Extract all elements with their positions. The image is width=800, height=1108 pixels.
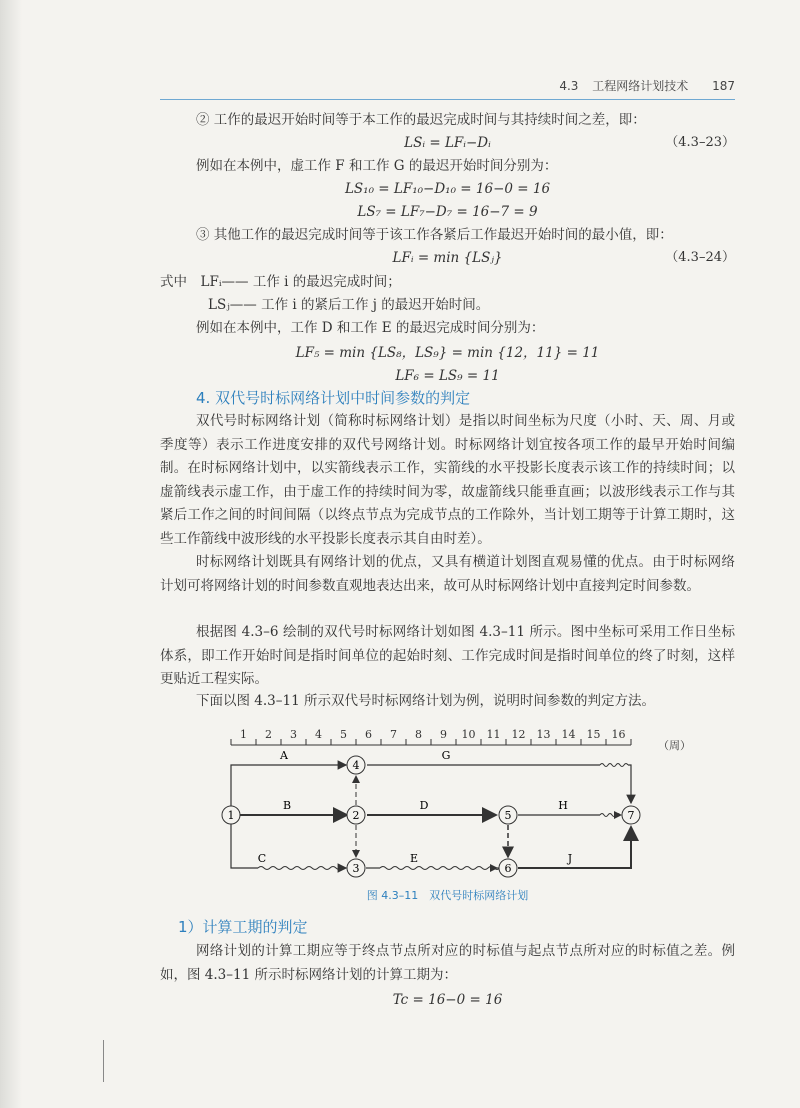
where-line: 式中 LFᵢ—— 工作 i 的最迟完成时间； <box>160 274 401 290</box>
header-section: 4.3 <box>559 79 579 93</box>
wavy-line <box>600 764 628 767</box>
activity-label: C <box>257 852 267 865</box>
formula: LF₅ = min {LS₈，LS₉} = min {12，11} = 11 <box>295 345 600 361</box>
svg-text:6: 6 <box>504 862 512 875</box>
paragraph: 网络计划的计算工期应等于终点节点所对应的时标值与起点节点所对应的时标值之差。例如，图 4.3–11 所示时标网络计划的计算工期为： <box>160 943 735 983</box>
activity-label: B <box>282 799 292 812</box>
paragraph: 时标网络计划既具有网络计划的优点，又具有横道计划图直观易懂的优点。由于时标网络计划可将网络计划的时间参数直观地表达出来，故可从时标网络计划中直接判定时间参数。 <box>160 554 735 594</box>
svg-text:2: 2 <box>352 809 360 822</box>
equation-number: （4.3–23） <box>665 135 735 150</box>
axis-tick-label: 15 <box>586 728 601 741</box>
axis-tick-label: 12 <box>511 728 526 741</box>
text-line: 例如在本例中，工作 D 和工作 E 的最迟完成时间分别为： <box>196 320 545 336</box>
svg-text:3: 3 <box>352 862 360 875</box>
wavy-line <box>380 867 500 870</box>
formula: LS₇ = LF₇−D₇ = 16−7 = 9 <box>357 204 538 220</box>
formula: LS₁₀ = LF₁₀−D₁₀ = 16−0 = 16 <box>344 181 551 197</box>
activity-label: E <box>409 852 419 865</box>
section-heading: 4. 双代号时标网络计划中时间参数的判定 <box>196 389 471 407</box>
formula: LF₆ = LS₉ = 11 <box>395 368 500 384</box>
axis-tick-label: 8 <box>415 728 422 741</box>
subheading: 1）计算工期的判定 <box>178 918 308 936</box>
activity-label: G <box>441 749 451 762</box>
paragraph: 下面以图 4.3–11 所示双代号时标网络计划为例，说明时间参数的判定方法。 <box>196 693 655 709</box>
equation-number: （4.3–24） <box>665 250 735 265</box>
text-line: ③ 其他工作的最迟完成时间等于该工作各紧后工作最迟开始时间的最小值，即： <box>196 227 673 243</box>
activity-label: D <box>419 799 429 812</box>
axis-tick-label: 3 <box>290 728 297 741</box>
axis-tick-label: 7 <box>390 728 397 741</box>
axis-tick-label: 2 <box>265 728 272 741</box>
formula: LSᵢ = LFᵢ−Dᵢ <box>404 135 491 151</box>
svg-text:5: 5 <box>504 809 512 822</box>
wavy-line <box>258 867 342 870</box>
activity-label: H <box>558 799 568 812</box>
formula: Tc = 16−0 = 16 <box>392 992 503 1008</box>
axis-tick-label: 5 <box>340 728 347 741</box>
axis-tick-label: 16 <box>611 728 626 741</box>
network-node <box>499 859 517 877</box>
activity-arrow <box>628 765 631 803</box>
paragraph: 根据图 4.3–6 绘制的双代号时标网络计划如图 4.3–11 所示。图中坐标可采用工作日坐标体系，即工作开始时间是指时间单位的起始时刻、工作完成时间是指时间单位的终了时刻，这样更贴近工程实际。 <box>160 624 735 687</box>
network-node <box>347 859 365 877</box>
text-line: ② 工作的最迟开始时间等于本工作的最迟完成时间与其持续时间之差，即： <box>196 112 646 128</box>
network-node <box>222 806 240 824</box>
page-number: 187 <box>712 79 735 93</box>
svg-text:7: 7 <box>627 809 635 822</box>
network-node <box>347 806 365 824</box>
where-line: LSⱼ—— 工作 i 的紧后工作 j 的最迟开始时间。 <box>208 297 490 313</box>
activity-arrow <box>518 827 631 868</box>
axis-tick-label: 10 <box>461 728 476 741</box>
axis-unit-label: （周） <box>658 739 691 752</box>
axis-tick-label: 1 <box>240 728 247 741</box>
svg-text:1: 1 <box>227 809 235 822</box>
figure-caption: 图 4.3–11 双代号时标网络计划 <box>366 889 529 902</box>
formula: LFᵢ = min {LSⱼ} <box>392 250 503 266</box>
svg-text:4: 4 <box>352 759 360 772</box>
activity-arrow <box>231 824 258 868</box>
activity-label: J <box>567 852 573 865</box>
text-line: 例如在本例中，虚工作 F 和工作 G 的最迟开始时间分别为： <box>196 158 558 174</box>
network-node <box>499 806 517 824</box>
axis-tick-label: 4 <box>315 728 322 741</box>
axis-tick-label: 14 <box>561 728 576 741</box>
axis-tick-label: 11 <box>486 728 501 741</box>
activity-label: A <box>280 749 288 762</box>
wavy-line <box>600 814 620 817</box>
network-node <box>622 806 640 824</box>
axis-tick-label: 13 <box>536 728 551 741</box>
header-title: 工程网络计划技术 <box>592 79 689 93</box>
axis-tick-label: 6 <box>365 728 372 741</box>
axis-tick-label: 9 <box>440 728 447 741</box>
paragraph: 双代号时标网络计划（简称时标网络计划）是指以时间坐标为尺度（小时、天、周、月或季度等）表示工作进度安排的双代号网络计划。时标网络计划宜按各项工作的最早开始时间编制。在时标网络计划中，以实箭线表示工作，实箭线的水平投影长度表示该工作的持续时间；以虚箭线表示虚工作，由于虚工作的持续时间为零，故虚箭线只能垂直画；以波形线表示工作与其紧后工作之间的时间间隔（以终点节点为完成节点的工作除外，当计划工期等于计算工期时，这些工作箭线中波形线的水平投影长度表示其自由时差）。 <box>160 413 735 547</box>
network-node <box>347 756 365 774</box>
